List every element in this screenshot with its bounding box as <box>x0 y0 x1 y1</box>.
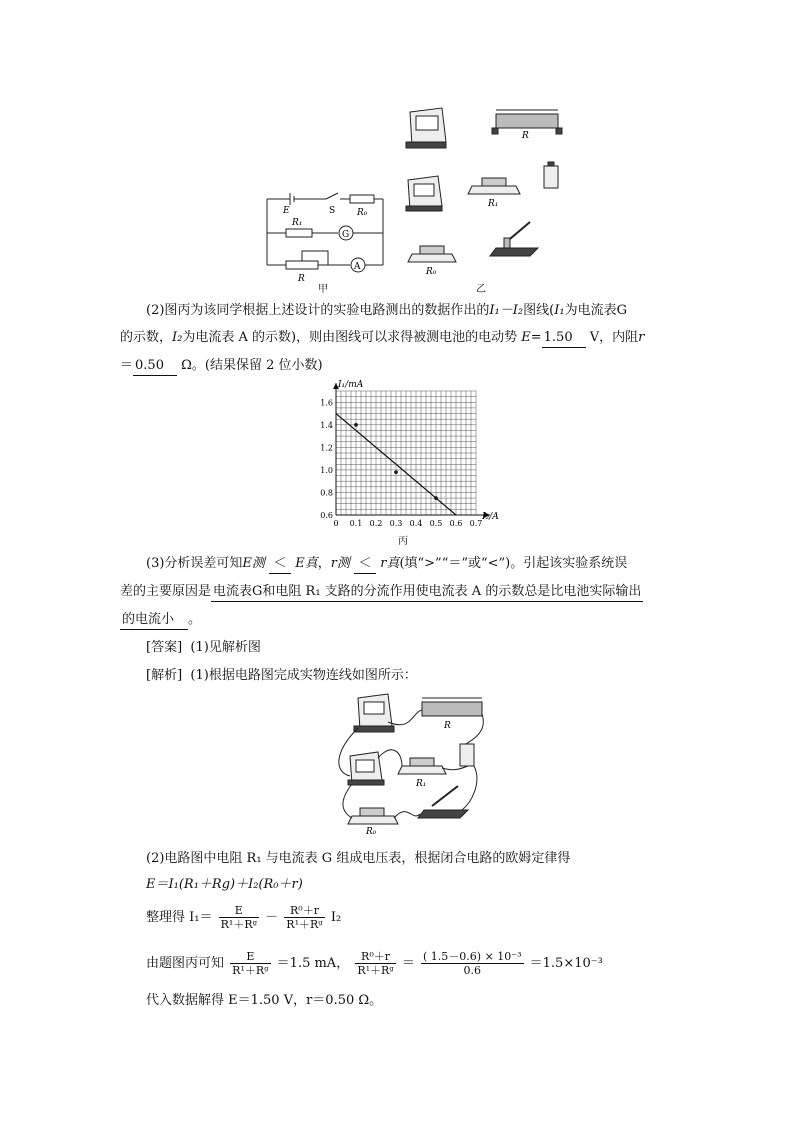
analysis-eq2: 整理得 I₁＝ $\frac{E}{\text{R¹＋Rᵍ}}$ － $\frac{\text{R⁰＋r}}{\text{R¹＋Rᵍ}}$ I₂ <box>146 904 342 931</box>
analysis-eq1: E＝I₁(R₁＋Rg)＋I₂(R₀＋r) <box>146 877 303 892</box>
fraction-2: $\frac{\text{R⁰＋r}}{\text{R¹＋Rᵍ}}$ <box>286 904 323 931</box>
label-R0: R₀ <box>357 208 368 218</box>
analysis-line: [解析] (1)根据电路图完成实物连线如图所示： <box>146 668 417 683</box>
q2-line3: ＝ 0.50 Ω。(结果保留 2 位小数) <box>120 357 323 376</box>
q2-line2: 的示数，I₂为电流表 A 的示数)，则由图线可以求得被测电池的电动势 E= 1.50 V，内阻r <box>120 329 644 348</box>
analysis-eq3: 由题图丙可知 $\frac{E}{\text{R¹＋Rᵍ}}$ ＝1.5 mA， $\frac{\text{R⁰＋r}}{\text{R¹＋Rᵍ}}$ ＝ $\frac{\text{( 1.5－0.6) × 10⁻³}}{0.6}$ ＝1.5×10⁻³ <box>146 950 603 977</box>
equipment-diagram-yi <box>400 104 570 280</box>
x-tick-label: 0.1 <box>349 519 363 528</box>
y-tick-label: 1.4 <box>320 420 333 430</box>
x-tick-label: 0.3 <box>389 519 403 528</box>
q3-line1: (3)分析误差可知E测 ＜ E真，r测 ＜ r真(填“>”“＝”或“<”)。引起该实验系统误 <box>146 555 627 574</box>
chart-i1-i2 <box>300 375 510 550</box>
eq-label-R0: R₀ <box>426 267 437 277</box>
fraction-1: $\frac{E}{\text{R¹＋Rᵍ}}$ <box>220 904 257 931</box>
analysis-p2: (2)电路图中电阻 R₁ 与电流表 G 组成电压表，根据闭合电路的欧姆定律得 <box>146 851 571 866</box>
q3-line3: 的电流小 。 <box>120 611 201 630</box>
x-tick-label: 0.4 <box>409 519 423 528</box>
y-tick-label: 0.6 <box>320 511 333 520</box>
reason-answer-b: 的电流小 <box>120 611 188 630</box>
wiring-label-R0: R₀ <box>366 827 377 834</box>
label-R: R <box>298 274 305 284</box>
wiring-diagram <box>332 692 488 834</box>
data-point <box>434 496 438 500</box>
fraction-4: $\frac{\text{R⁰＋r}}{\text{R¹＋Rᵍ}}$ <box>357 950 394 977</box>
emf-answer: 1.50 <box>542 329 586 348</box>
y-tick-label: 1.2 <box>320 443 333 453</box>
caption-jia: 甲 <box>318 284 328 295</box>
analysis-final: 代入数据解得 E＝1.50 V，r＝0.50 Ω。 <box>146 993 383 1008</box>
wiring-label-R: R <box>444 721 451 731</box>
x-axis-label: I₂/A <box>482 512 499 522</box>
x-tick-label: 0.5 <box>429 519 443 528</box>
q3-line2: 差的主要原因是 电流表G和电阻 R₁ 支路的分流作用使电流表 A 的示数总是比电池实际输出 <box>120 583 643 602</box>
y-tick-label: 0.8 <box>320 488 333 498</box>
r-answer: 0.50 <box>133 357 177 376</box>
x-tick-label: 0.7 <box>469 519 483 528</box>
fraction-5: $\frac{\text{( 1.5－0.6) × 10⁻³}}{0.6}$ <box>423 950 522 977</box>
data-point <box>394 470 398 474</box>
analysis-label: [解析] <box>146 668 183 683</box>
x-tick-label: 0 <box>333 519 339 528</box>
x-tick-label: 0.6 <box>449 519 463 528</box>
q2-line1: (2)图丙为该同学根据上述设计的实验电路测出的数据作出的I₁－I₂图线(I₁为电流表G <box>146 303 627 318</box>
eq-label-R: R <box>522 131 529 141</box>
wiring-label-R1: R₁ <box>416 779 427 789</box>
data-point <box>354 423 358 427</box>
label-G: G <box>342 230 350 240</box>
y-tick-label: 1.0 <box>320 465 333 475</box>
label-E: E <box>283 206 290 216</box>
caption-bing: 丙 <box>398 536 408 547</box>
answer-label: [答案] <box>146 640 183 655</box>
eq-label-R1: R₁ <box>488 199 499 209</box>
answer-e-compare: ＜ <box>269 555 291 574</box>
reason-answer-a: 电流表G和电阻 R₁ 支路的分流作用使电流表 A 的示数总是比电池实际输出 <box>211 583 643 602</box>
x-tick-label: 0.2 <box>369 519 383 528</box>
y-tick-label: 1.6 <box>320 398 333 408</box>
answer-r-compare: ＜ <box>354 555 376 574</box>
answer-line: [答案] (1)见解析图 <box>146 640 261 655</box>
label-S: S <box>329 206 336 216</box>
label-R1: R₁ <box>292 218 303 228</box>
y-axis-label: I₁/mA <box>338 380 364 390</box>
fraction-3: $\frac{E}{\text{R¹＋Rᵍ}}$ <box>232 950 269 977</box>
label-A: A <box>354 262 361 272</box>
caption-yi: 乙 <box>476 284 486 295</box>
circuit-diagram-jia <box>262 185 388 285</box>
